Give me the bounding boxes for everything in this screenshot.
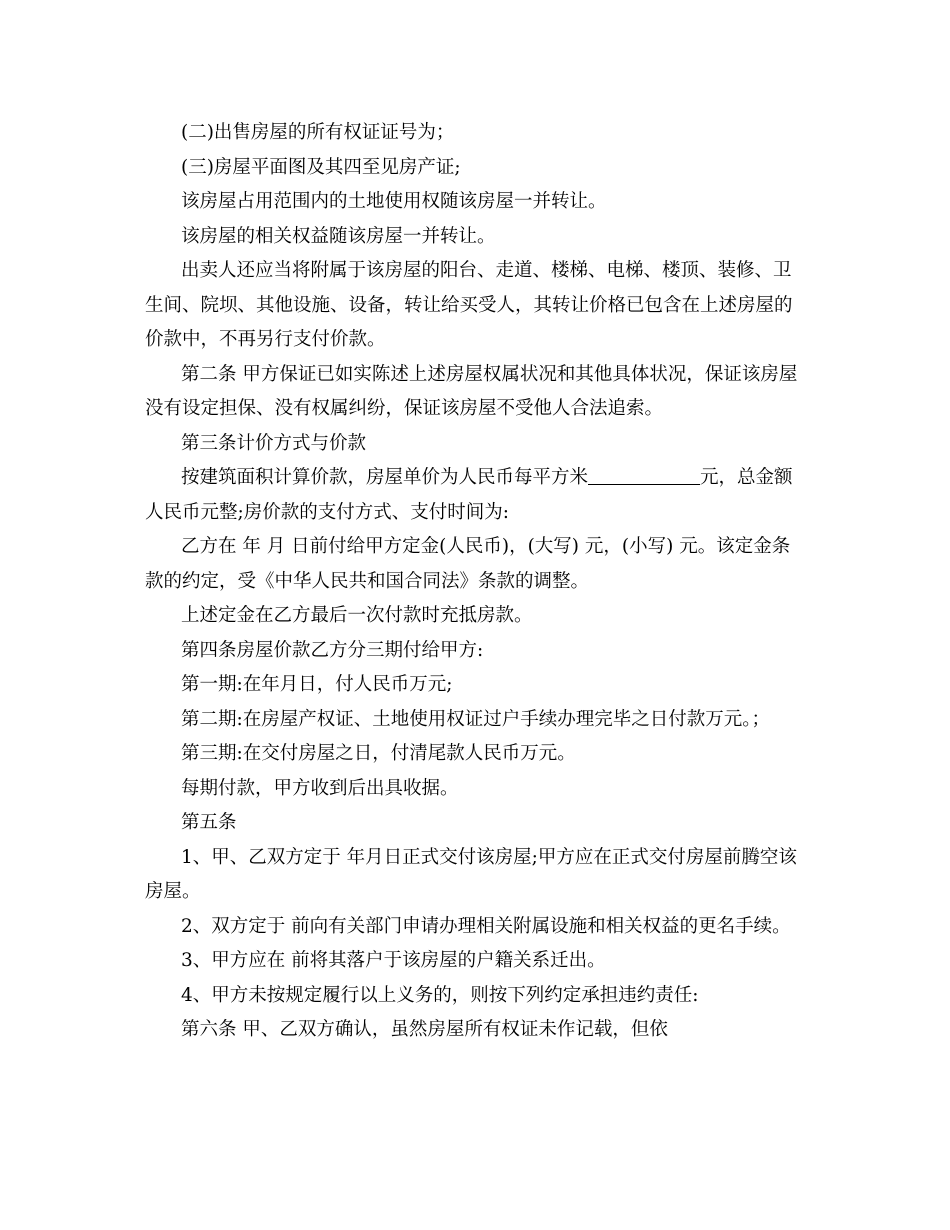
pricing-text-after: 元，总金额人民币元整;房价款的支付方式、支付时间为:: [145, 467, 793, 523]
pricing-text-before: 按建筑面积计算价款，房屋单价为人民币每平方米: [181, 467, 589, 488]
paragraph-name-change: 2、双方定于 前向有关部门申请办理相关附属设施和相关权益的更名手续。: [181, 915, 791, 937]
price-blank-line: [588, 464, 700, 485]
paragraph-article-two: 第二条 甲方保证已如实陈述上述房屋权属状况和其他具体状况，保证该房屋没有设定担保、没有权属纠纷，保证该房屋不受他人合法追索。: [145, 363, 798, 419]
document-body: [145, 116, 805, 1048]
heading-article-four: 第四条房屋价款乙方分三期付给甲方:: [181, 639, 484, 661]
paragraph-land-use-right: 该房屋占用范围内的土地使用权随该房屋一并转让。: [181, 191, 607, 212]
paragraph-household-registration: 3、甲方应在 前将其落户于该房屋的户籍关系迁出。: [181, 950, 606, 971]
paragraph-breach-liability: 4、甲方未按规定履行以上义务的，则按下列约定承担违约责任:: [181, 984, 699, 1006]
paragraph-pricing: [145, 461, 805, 530]
paragraph-article-six: 第六条 甲、乙双方确认，虽然房屋所有权证未作记载，但依: [181, 1019, 668, 1040]
paragraph-installment-three: 第三期:在交付房屋之日，付清尾款人民币万元。: [181, 743, 576, 764]
heading-article-five: 第五条: [181, 812, 237, 833]
paragraph-certificate-number: (二)出售房屋的所有权证证号为；: [181, 122, 455, 143]
paragraph-attached-facilities: 出卖人还应当将附属于该房屋的阳台、走道、楼梯、电梯、楼顶、装修、卫生间、院坝、其他设施、设备，转让给买受人，其转让价格已包含在上述房屋的价款中，不再另行支付价款。: [145, 260, 793, 350]
paragraph-receipt: 每期付款，甲方收到后出具收据。: [181, 777, 459, 799]
paragraph-installment-one: 第一期:在年月日，付人民币万元;: [181, 674, 453, 695]
paragraph-installment-two: 第二期:在房屋产权证、土地使用权证过户手续办理完毕之日付款万元。；: [181, 708, 770, 730]
paragraph-deposit: 乙方在 年 月 日前付给甲方定金(人民币)，(大写) 元，(小写) 元。该定金条款的约定，受《中华人民共和国合同法》条款的调整。: [145, 536, 791, 592]
paragraph-floor-plan: (三)房屋平面图及其四至见房产证;: [181, 156, 461, 178]
paragraph-delivery: 1、甲、乙双方定于 年月日正式交付该房屋;甲方应在正式交付房屋前腾空该房屋。: [145, 846, 797, 902]
heading-article-three: 第三条计价方式与价款: [181, 432, 367, 454]
paragraph-deposit-offset: 上述定金在乙方最后一次付款时充抵房款。: [181, 605, 533, 626]
paragraph-related-rights: 该房屋的相关权益随该房屋一并转让。: [181, 225, 496, 247]
